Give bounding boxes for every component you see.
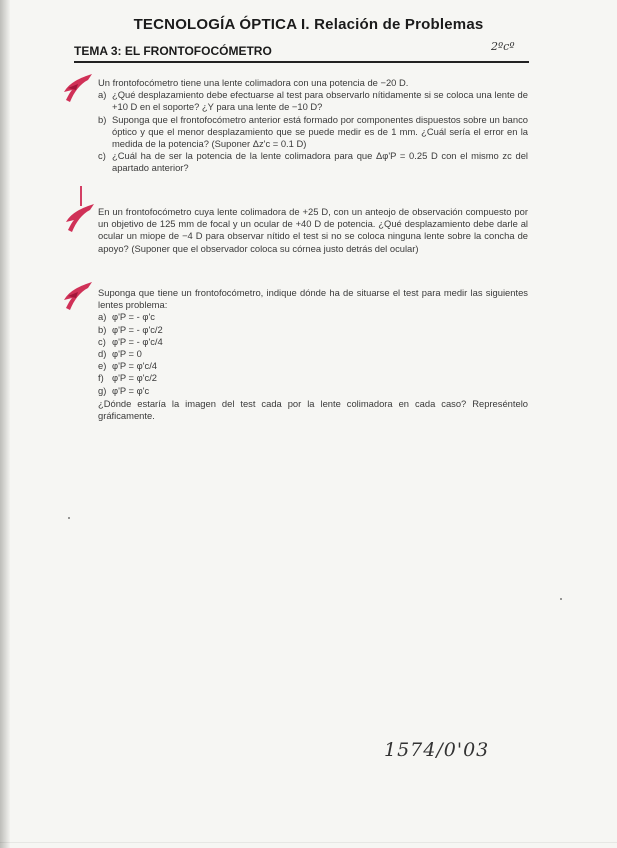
item-text: φ'P = φ'c/4 bbox=[112, 360, 158, 372]
item-label: b) bbox=[98, 323, 107, 335]
item-text: φ'P = φ'c/2 bbox=[112, 372, 158, 384]
heading-rule bbox=[74, 61, 529, 63]
problem-1-statement: Un frontofocómetro tiene una lente colimadora con una potencia de −20 D. bbox=[98, 77, 409, 88]
item-text: φ'P = - φ'c/2 bbox=[112, 323, 163, 335]
corner-handwritten-note: 2ºcº bbox=[491, 40, 515, 53]
item-text: Suponga que el frontofocómetro anterior está formado por componentes dispuestos sobre un banco óptico y que el menor desplazamiento que se puede medir es de 1 mm. ¿Cuál sería el error en la medida de la potencia? (Suponer Δz'c = 0.1 D) bbox=[112, 113, 528, 150]
item-text: φ'P = - φ'c/4 bbox=[112, 335, 163, 347]
problem-3-item-d bbox=[98, 348, 528, 360]
item-label: c) bbox=[98, 335, 106, 347]
problem-3 bbox=[98, 287, 528, 422]
highlighter-check-mark-icon bbox=[60, 184, 100, 234]
item-label: e) bbox=[98, 360, 107, 372]
page-edge-shadow bbox=[0, 0, 10, 848]
problem-3-statement: Suponga que tiene un frontofocómetro, indique dónde ha de situarse el test para medir las siguientes lentes problema: bbox=[98, 287, 528, 311]
problem-1 bbox=[98, 77, 528, 175]
item-text: ¿Cuál ha de ser la potencia de la lente colimadora para que Δφ'P = 0.25 D con el mismo zc del apartado anterior? bbox=[112, 150, 528, 174]
item-text: φ'P = 0 bbox=[112, 348, 142, 360]
handwritten-reference-number: 1574/0'03 bbox=[384, 739, 490, 761]
item-label: c) bbox=[98, 150, 106, 162]
problem-1-items bbox=[98, 89, 528, 174]
item-label: d) bbox=[98, 348, 107, 360]
problem-3-item-f bbox=[98, 372, 528, 384]
problem-3-item-a bbox=[98, 311, 528, 323]
section-heading: TEMA 3: EL FRONTOFOCÓMETRO bbox=[74, 44, 272, 58]
problem-3-item-e bbox=[98, 360, 528, 372]
highlighter-check-mark-icon bbox=[58, 278, 98, 314]
problem-3-question: ¿Dónde estaría la imagen del test cada por la lente colimadora en cada caso? Represéntelo gráficamente. bbox=[98, 397, 528, 422]
page-title: TECNOLOGÍA ÓPTICA I. Relación de Problemas bbox=[133, 16, 484, 33]
problem-3-item-b bbox=[98, 324, 528, 336]
problem-2-statement: En un frontofocómetro cuya lente colimadora de +25 D, con un anteojo de observación compuesto por un objetivo de 125 mm de focal y un ocular de +40 D de potencia. ¿Qué desplazamiento debe darle al ocular un miope de −4 D para observar nítido el test si no se coloca ninguna lente sobre la concha de apoyo? (Suponer que el observador coloca su córnea justo detrás del ocular) bbox=[98, 206, 528, 254]
problem-1-item-a bbox=[98, 89, 528, 113]
item-text: φ'P = φ'c bbox=[112, 384, 150, 396]
item-label: f) bbox=[98, 372, 104, 384]
scan-bottom-edge bbox=[0, 842, 617, 843]
highlighter-check-mark-icon bbox=[58, 70, 98, 106]
item-label: b) bbox=[98, 113, 107, 125]
problem-3-item-g bbox=[98, 385, 528, 397]
problem-2 bbox=[98, 206, 528, 255]
item-label: g) bbox=[98, 384, 107, 396]
scan-speck bbox=[68, 517, 70, 519]
problem-3-items bbox=[98, 311, 528, 396]
problem-1-item-c bbox=[98, 150, 528, 174]
item-label: a) bbox=[98, 311, 107, 323]
item-text: ¿Qué desplazamiento debe efectuarse al test para observarlo nítidamente si se coloca una lente de +10 D en el soporte? ¿Y para una lente de −10 D? bbox=[112, 89, 528, 113]
item-text: φ'P = - φ'c bbox=[112, 311, 155, 323]
scan-speck bbox=[560, 598, 562, 600]
item-label: a) bbox=[98, 89, 107, 101]
problem-1-item-b bbox=[98, 114, 528, 151]
problem-3-item-c bbox=[98, 336, 528, 348]
